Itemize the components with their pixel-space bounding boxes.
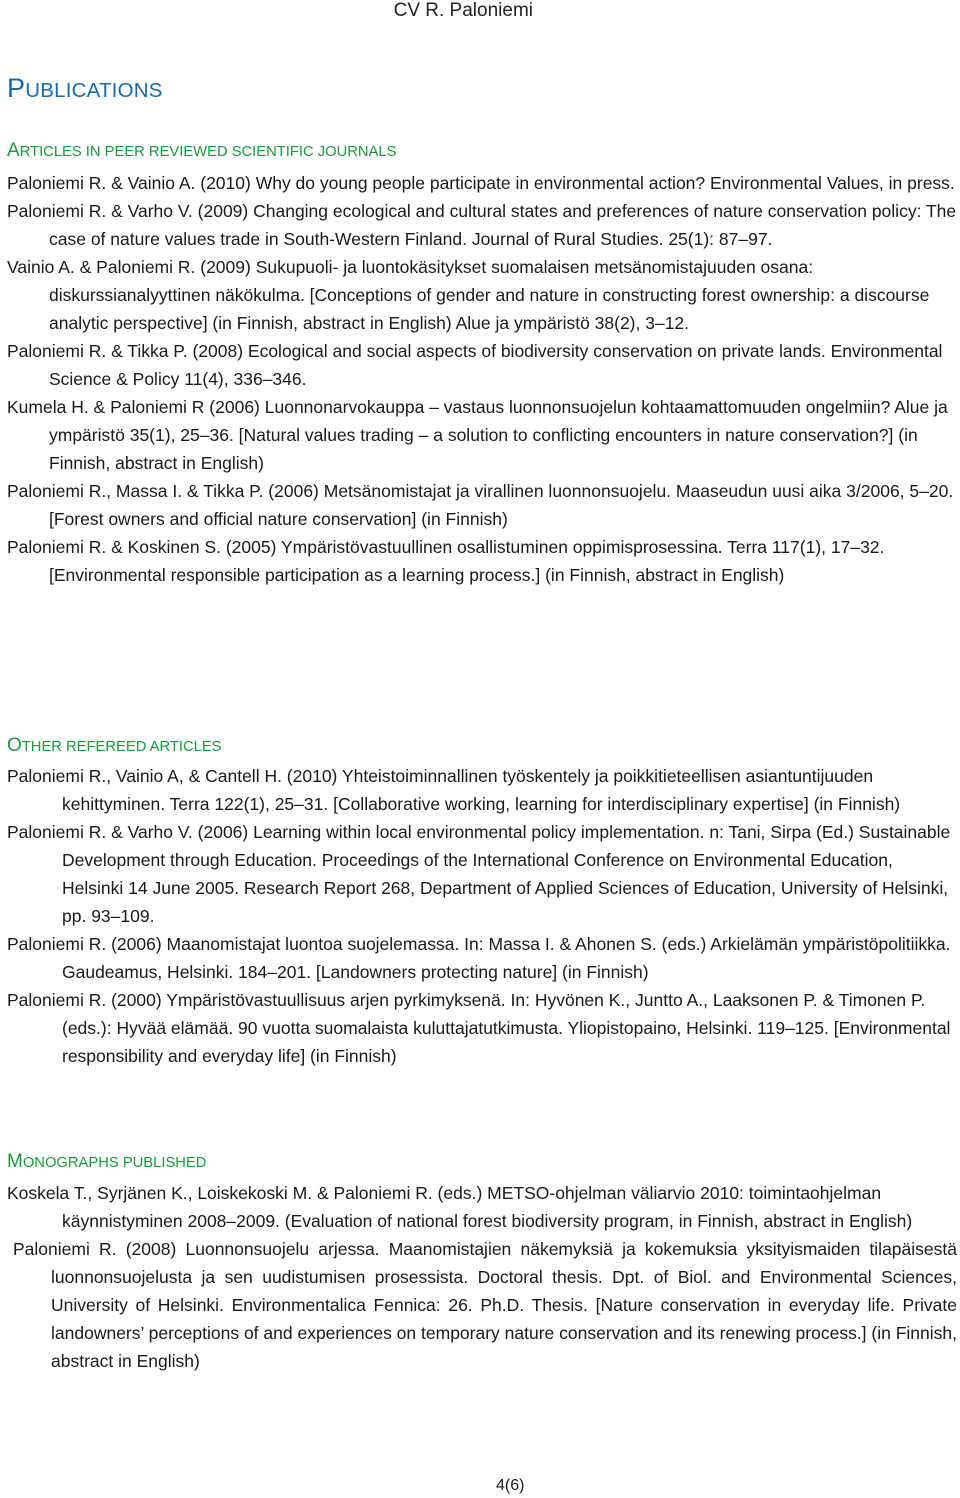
article-entry: Paloniemi R. & Tikka P. (2008) Ecological and social aspects of biodiversity conservation on private lands. Environmental Science & Policy 11(4), 336–346. xyxy=(7,341,943,389)
heading-rest: THER REFEREED ARTICLES xyxy=(21,739,222,755)
heading-rest: ONOGRAPHS PUBLISHED xyxy=(22,1155,207,1171)
article-entry: Paloniemi R. & Varho V. (2009) Changing ecological and cultural states and preferences of nature conservation policy: The case of nature values trade in South-Western Finland. Journal of Rural Studies. 25(1): 87–97. xyxy=(7,201,957,249)
article-entry: Paloniemi R., Vainio A, & Cantell H. (2010) Yhteistoiminnallinen työskentely ja poikkitieteellisen asiantuntijuuden kehittyminen. Terra 122(1), 25–31. [Collaborative working, learning for interdisciplinary expertise] (in Finnish) xyxy=(7,766,901,814)
article-entry: Paloniemi R. & Koskinen S. (2005) Ympäristövastuullinen osallistuminen oppimisprosessina. Terra 117(1), 17–32. [Environmental responsible participation as a learning process.] (in Finnish, abstract in English) xyxy=(7,537,885,585)
monographs-heading xyxy=(7,1150,206,1174)
article-entry: Paloniemi R. & Vainio A. (2010) Why do young people participate in environmental action? Environmental Values, in press. xyxy=(7,173,955,193)
monograph-entry: Paloniemi R. (2008) Luonnonsuojelu arjessa. Maanomistajien näkemyksiä ja kokemuksia yksityismaiden tilapäisestä luonnonsuojelusta ja sen uudistumisen prosessista. Doctoral thesis. Dpt. of Biol. and Environmental Sciences, University of Helsinki. Environmentalica Fennica: 26. Ph.D. Thesis. [Nature conservation in everyday life. Private landowners’ perceptions of and experiences on temporary nature conservation and its renewing process.] (in Finnish, abstract in English) xyxy=(13,1239,957,1371)
heading-initial: O xyxy=(7,735,22,756)
heading-rest: RTICLES IN PEER REVIEWED SCIENTIFIC JOURNALS xyxy=(19,144,397,160)
publications-heading xyxy=(7,72,163,107)
articles-list xyxy=(7,169,957,589)
heading-initial: A xyxy=(7,140,20,161)
other-articles-list xyxy=(7,762,957,1070)
article-entry: Paloniemi R. & Varho V. (2006) Learning within local environmental policy implementation. n: Tani, Sirpa (Ed.) Sustainable Development through Education. Proceedings of the International Conference on Environmental Education, Helsinki 14 June 2005. Research Report 268, Department of Applied Sciences of Education, University of Helsinki, pp. 93–109. xyxy=(7,822,951,926)
monographs-list xyxy=(7,1179,957,1375)
article-entry: Paloniemi R. (2000) Ympäristövastuullisuus arjen pyrkimyksenä. In: Hyvönen K., Juntto A., Laaksonen P. & Timonen P. (eds.): Hyvää elämää. 90 vuotta suomalaista kuluttajatutkimusta. Yliopistopaino, Helsinki. 119–125. [Environmental responsibility and everyday life] (in Finnish) xyxy=(7,990,951,1066)
page-number: 4(6) xyxy=(496,1477,525,1494)
other-refereed-heading xyxy=(7,734,222,758)
monograph-entry: Koskela T., Syrjänen K., Loiskekoski M. & Paloniemi R. (eds.) METSO-ohjelman väliarvio 2010: toimintaohjelman käynnistyminen 2008–2009. (Evaluation of national forest biodiversity program, in Finnish, abstract in English) xyxy=(7,1183,913,1231)
articles-heading xyxy=(7,139,396,163)
article-entry: Paloniemi R., Massa I. & Tikka P. (2006) Metsänomistajat ja virallinen luonnonsuojelu. Maaseudun uusi aika 3/2006, 5–20. [Forest owners and official nature conservation] (in Finnish) xyxy=(7,481,954,529)
heading-initial: M xyxy=(7,1151,23,1172)
page-header: CV R. Paloniemi xyxy=(393,0,533,21)
article-entry: Paloniemi R. (2006) Maanomistajat luontoa suojelemassa. In: Massa I. & Ahonen S. (eds.) Arkielämän ympäristöpolitiikka. Gaudeamus, Helsinki. 184–201. [Landowners protecting nature] (in Finnish) xyxy=(7,934,951,982)
article-entry: Kumela H. & Paloniemi R (2006) Luonnonarvokauppa – vastaus luonnonsuojelun kohtaamattomuuden ongelmiin? Alue ja ympäristö 35(1), 25–36. [Natural values trading – a solution to conflicting encounters in nature conservation?] (in Finnish, abstract in English) xyxy=(7,397,948,473)
article-entry: Vainio A. & Paloniemi R. (2009) Sukupuoli- ja luontokäsitykset suomalaisen metsänomistajuuden osana: diskurssianalyyttinen näkökulma. [Conceptions of gender and nature in constructing forest ownership: a discourse analytic perspective] (in Finnish, abstract in English) Alue ja ympäristö 38(2), 3–12. xyxy=(7,257,930,333)
heading-initial: P xyxy=(7,73,26,103)
heading-rest: UBLICATIONS xyxy=(25,79,163,102)
